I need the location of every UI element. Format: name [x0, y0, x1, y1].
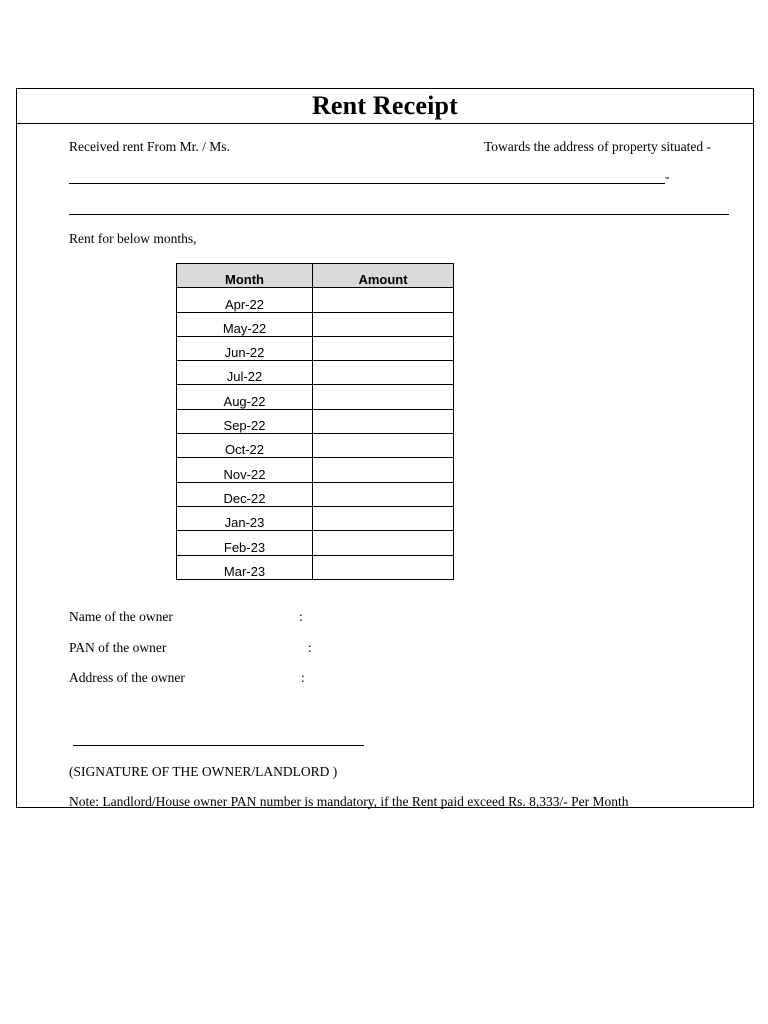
owner-name-label: Name of the owner [69, 609, 173, 624]
rent-table [176, 263, 454, 580]
towards-address-label: Towards the address of property situated - [484, 139, 711, 154]
table-row [177, 361, 454, 385]
month-cell: Jun-22 [177, 336, 313, 360]
month-cell: Aug-22 [177, 385, 313, 409]
owner-pan-label: PAN of the owner [69, 640, 167, 655]
table-row [177, 531, 454, 555]
month-cell: Apr-22 [177, 288, 313, 312]
receipt-frame [16, 88, 754, 808]
month-cell: Oct-22 [177, 434, 313, 458]
amount-cell[interactable] [313, 482, 454, 506]
amount-cell[interactable] [313, 555, 454, 579]
month-cell: Nov-22 [177, 458, 313, 482]
owner-pan-separator: : [308, 640, 312, 655]
received-from-label: Received rent From Mr. / Ms. [69, 139, 230, 154]
amount-column-header: Amount [313, 264, 454, 288]
amount-cell[interactable] [313, 385, 454, 409]
signature-line [73, 745, 364, 746]
amount-cell[interactable] [313, 336, 454, 360]
table-row [177, 288, 454, 312]
amount-cell[interactable] [313, 409, 454, 433]
month-column-header: Month [177, 264, 313, 288]
table-row [177, 458, 454, 482]
rent-months-label: Rent for below months, [69, 231, 197, 246]
address-line [69, 214, 729, 215]
month-cell: Jan-23 [177, 506, 313, 530]
table-header-row [177, 264, 454, 288]
owner-name-separator: : [299, 609, 303, 624]
signature-label: (SIGNATURE OF THE OWNER/LANDLORD ) [69, 764, 338, 779]
amount-cell[interactable] [313, 288, 454, 312]
month-cell: Feb-23 [177, 531, 313, 555]
address-line-end: - [665, 169, 670, 184]
amount-cell[interactable] [313, 434, 454, 458]
title-bar [17, 89, 753, 124]
month-cell: Jul-22 [177, 361, 313, 385]
table-row [177, 506, 454, 530]
pan-note: Note: Landlord/House owner PAN number is mandatory, if the Rent paid exceed Rs. 8,333/- Per Month [69, 794, 629, 809]
page-title: Rent Receipt [311, 91, 459, 120]
amount-cell[interactable] [313, 506, 454, 530]
tenant-name-line [69, 183, 665, 184]
table-row [177, 555, 454, 579]
month-cell: Mar-23 [177, 555, 313, 579]
table-row [177, 385, 454, 409]
amount-cell[interactable] [313, 458, 454, 482]
month-cell: May-22 [177, 312, 313, 336]
amount-cell[interactable] [313, 531, 454, 555]
amount-cell[interactable] [313, 312, 454, 336]
table-row [177, 409, 454, 433]
month-cell: Sep-22 [177, 409, 313, 433]
amount-cell[interactable] [313, 361, 454, 385]
table-row [177, 482, 454, 506]
table-row [177, 312, 454, 336]
table-row [177, 336, 454, 360]
owner-address-label: Address of the owner [69, 670, 185, 685]
table-row [177, 434, 454, 458]
owner-address-separator: : [301, 670, 305, 685]
month-cell: Dec-22 [177, 482, 313, 506]
